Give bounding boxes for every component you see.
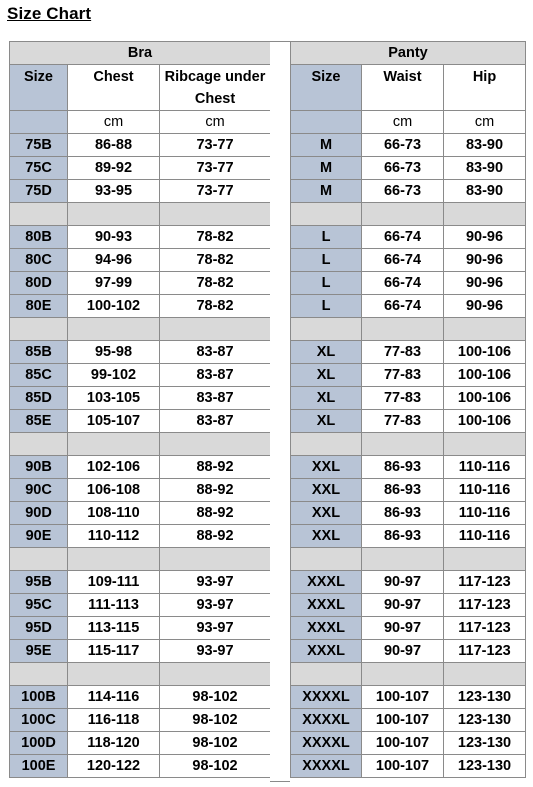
- size-cell: 100D: [10, 732, 68, 755]
- table-row: [291, 341, 526, 364]
- table-row: [291, 387, 526, 410]
- panty-group-label: Panty: [291, 42, 526, 65]
- table-row: [10, 226, 271, 249]
- table-row: [291, 640, 526, 663]
- table-row: [10, 272, 271, 295]
- panty-column-header: Size: [291, 65, 362, 111]
- table-row: [10, 410, 271, 433]
- measurement-cell: 83-87: [160, 387, 271, 410]
- measurement-cell: 90-93: [68, 226, 160, 249]
- table-row: [291, 295, 526, 318]
- panty-separator-cell: [362, 433, 444, 456]
- measurement-cell: 93-97: [160, 640, 271, 663]
- measurement-cell: 93-97: [160, 571, 271, 594]
- table-row: [10, 341, 271, 364]
- table-row: [10, 571, 271, 594]
- size-cell: 85D: [10, 387, 68, 410]
- measurement-cell: 88-92: [160, 479, 271, 502]
- bra-unit-cell: cm: [68, 111, 160, 134]
- measurement-cell: 90-96: [444, 226, 526, 249]
- size-cell: XXXXL: [291, 755, 362, 778]
- table-row: [291, 157, 526, 180]
- table-row: [10, 249, 271, 272]
- table-row: [10, 525, 271, 548]
- measurement-cell: 123-130: [444, 686, 526, 709]
- panty-separator-cell: [291, 663, 362, 686]
- measurement-cell: 93-95: [68, 180, 160, 203]
- table-row: [10, 134, 271, 157]
- measurement-cell: 100-107: [362, 732, 444, 755]
- bra-column-header: Size: [10, 65, 68, 111]
- measurement-cell: 83-90: [444, 157, 526, 180]
- panty-separator-cell: [444, 433, 526, 456]
- measurement-cell: 117-123: [444, 594, 526, 617]
- measurement-cell: 66-74: [362, 295, 444, 318]
- measurement-cell: 113-115: [68, 617, 160, 640]
- measurement-cell: 100-102: [68, 295, 160, 318]
- panty-separator-cell: [362, 203, 444, 226]
- panty-unit-cell: cm: [362, 111, 444, 134]
- measurement-cell: 100-107: [362, 755, 444, 778]
- bra-column-header: Ribcage under Chest: [160, 65, 271, 111]
- measurement-cell: 118-120: [68, 732, 160, 755]
- panty-column-header: Hip: [444, 65, 526, 111]
- size-cell: 90B: [10, 456, 68, 479]
- measurement-cell: 90-97: [362, 594, 444, 617]
- measurement-cell: 83-87: [160, 364, 271, 387]
- bra-group-header-row: [10, 42, 271, 65]
- panty-units-row: [291, 111, 526, 134]
- panty-unit-cell: [291, 111, 362, 134]
- bra-separator-cell: [160, 663, 271, 686]
- measurement-cell: 123-130: [444, 732, 526, 755]
- size-cell: XXXL: [291, 571, 362, 594]
- measurement-cell: 86-93: [362, 502, 444, 525]
- panty-separator-row: [291, 548, 526, 571]
- table-row: [10, 157, 271, 180]
- measurement-cell: 90-96: [444, 249, 526, 272]
- measurement-cell: 66-74: [362, 226, 444, 249]
- measurement-cell: 93-97: [160, 594, 271, 617]
- size-cell: 80C: [10, 249, 68, 272]
- bra-separator-row: [10, 548, 271, 571]
- table-row: [291, 502, 526, 525]
- size-cell: 80D: [10, 272, 68, 295]
- measurement-cell: 106-108: [68, 479, 160, 502]
- measurement-cell: 117-123: [444, 617, 526, 640]
- measurement-cell: 114-116: [68, 686, 160, 709]
- table-row: [10, 387, 271, 410]
- bra-separator-cell: [68, 203, 160, 226]
- table-row: [10, 732, 271, 755]
- size-cell: 95B: [10, 571, 68, 594]
- measurement-cell: 110-116: [444, 525, 526, 548]
- measurement-cell: 90-97: [362, 617, 444, 640]
- panty-separator-cell: [444, 663, 526, 686]
- size-cell: 100C: [10, 709, 68, 732]
- measurement-cell: 94-96: [68, 249, 160, 272]
- table-row: [291, 755, 526, 778]
- measurement-cell: 90-96: [444, 272, 526, 295]
- table-row: [10, 640, 271, 663]
- measurement-cell: 100-107: [362, 709, 444, 732]
- measurement-cell: 99-102: [68, 364, 160, 387]
- measurement-cell: 98-102: [160, 755, 271, 778]
- measurement-cell: 100-106: [444, 410, 526, 433]
- panty-separator-row: [291, 203, 526, 226]
- measurement-cell: 88-92: [160, 456, 271, 479]
- panty-separator-cell: [291, 548, 362, 571]
- bra-separator-cell: [160, 548, 271, 571]
- table-row: [10, 502, 271, 525]
- measurement-cell: 95-98: [68, 341, 160, 364]
- measurement-cell: 111-113: [68, 594, 160, 617]
- panty-separator-cell: [291, 203, 362, 226]
- measurement-cell: 66-74: [362, 272, 444, 295]
- panty-separator-cell: [291, 318, 362, 341]
- table-row: [291, 410, 526, 433]
- size-cell: XL: [291, 364, 362, 387]
- measurement-cell: 83-90: [444, 180, 526, 203]
- size-cell: 80E: [10, 295, 68, 318]
- bra-group-label: Bra: [10, 42, 271, 65]
- bra-separator-row: [10, 433, 271, 456]
- bra-separator-cell: [68, 433, 160, 456]
- size-cell: 90C: [10, 479, 68, 502]
- measurement-cell: 90-97: [362, 571, 444, 594]
- measurement-cell: 98-102: [160, 686, 271, 709]
- size-cell: 95D: [10, 617, 68, 640]
- measurement-cell: 100-106: [444, 341, 526, 364]
- size-cell: 100E: [10, 755, 68, 778]
- bra-column-header: Chest: [68, 65, 160, 111]
- panty-column-header: Waist: [362, 65, 444, 111]
- size-cell: XXXL: [291, 640, 362, 663]
- panty-separator-row: [291, 318, 526, 341]
- size-cell: 95C: [10, 594, 68, 617]
- measurement-cell: 86-93: [362, 479, 444, 502]
- panty-separator-cell: [362, 548, 444, 571]
- measurement-cell: 100-107: [362, 686, 444, 709]
- size-cell: XXXL: [291, 617, 362, 640]
- table-row: [10, 755, 271, 778]
- table-row: [291, 249, 526, 272]
- bra-unit-cell: cm: [160, 111, 271, 134]
- size-cell: 85E: [10, 410, 68, 433]
- measurement-cell: 110-116: [444, 456, 526, 479]
- size-cell: XXL: [291, 456, 362, 479]
- table-row: [291, 479, 526, 502]
- bra-separator-cell: [68, 318, 160, 341]
- size-cell: XXXXL: [291, 732, 362, 755]
- bra-separator-cell: [160, 203, 271, 226]
- measurement-cell: 105-107: [68, 410, 160, 433]
- panty-size-table: [290, 41, 526, 778]
- size-cell: XXL: [291, 502, 362, 525]
- measurement-cell: 77-83: [362, 387, 444, 410]
- size-cell: 75D: [10, 180, 68, 203]
- measurement-cell: 66-73: [362, 157, 444, 180]
- bra-separator-cell: [10, 663, 68, 686]
- table-row: [10, 295, 271, 318]
- table-row: [291, 571, 526, 594]
- table-row: [291, 732, 526, 755]
- measurement-cell: 83-90: [444, 134, 526, 157]
- measurement-cell: 89-92: [68, 157, 160, 180]
- page-title: Size Chart: [7, 4, 92, 23]
- table-row: [291, 226, 526, 249]
- bra-separator-row: [10, 203, 271, 226]
- size-cell: 85B: [10, 341, 68, 364]
- measurement-cell: 77-83: [362, 364, 444, 387]
- measurement-cell: 102-106: [68, 456, 160, 479]
- bra-unit-cell: [10, 111, 68, 134]
- size-cell: XXXXL: [291, 686, 362, 709]
- size-cell: L: [291, 226, 362, 249]
- measurement-cell: 66-73: [362, 180, 444, 203]
- panty-group-header-row: [291, 42, 526, 65]
- measurement-cell: 73-77: [160, 134, 271, 157]
- size-cell: XXL: [291, 479, 362, 502]
- table-row: [10, 456, 271, 479]
- table-row: [10, 180, 271, 203]
- bra-separator-cell: [10, 318, 68, 341]
- measurement-cell: 93-97: [160, 617, 271, 640]
- measurement-cell: 88-92: [160, 525, 271, 548]
- measurement-cell: 83-87: [160, 410, 271, 433]
- table-row: [291, 180, 526, 203]
- table-row: [10, 479, 271, 502]
- size-cell: XXXL: [291, 594, 362, 617]
- measurement-cell: 86-93: [362, 456, 444, 479]
- bra-size-table: [9, 41, 271, 778]
- measurement-cell: 108-110: [68, 502, 160, 525]
- bra-separator-cell: [10, 203, 68, 226]
- panty-separator-row: [291, 433, 526, 456]
- size-cell: 100B: [10, 686, 68, 709]
- table-row: [10, 709, 271, 732]
- panty-unit-cell: cm: [444, 111, 526, 134]
- size-cell: M: [291, 134, 362, 157]
- size-cell: XL: [291, 410, 362, 433]
- table-row: [291, 525, 526, 548]
- size-cell: 90E: [10, 525, 68, 548]
- size-cell: 75B: [10, 134, 68, 157]
- size-cell: L: [291, 249, 362, 272]
- measurement-cell: 73-77: [160, 157, 271, 180]
- measurement-cell: 83-87: [160, 341, 271, 364]
- measurement-cell: 77-83: [362, 341, 444, 364]
- measurement-cell: 66-74: [362, 249, 444, 272]
- bra-separator-row: [10, 318, 271, 341]
- table-row: [291, 134, 526, 157]
- measurement-cell: 103-105: [68, 387, 160, 410]
- size-cell: XL: [291, 387, 362, 410]
- size-cell: M: [291, 180, 362, 203]
- measurement-cell: 78-82: [160, 249, 271, 272]
- size-cell: 85C: [10, 364, 68, 387]
- table-row: [10, 594, 271, 617]
- measurement-cell: 88-92: [160, 502, 271, 525]
- measurement-cell: 77-83: [362, 410, 444, 433]
- measurement-cell: 78-82: [160, 295, 271, 318]
- measurement-cell: 110-116: [444, 479, 526, 502]
- measurement-cell: 90-96: [444, 295, 526, 318]
- measurement-cell: 117-123: [444, 640, 526, 663]
- size-cell: 80B: [10, 226, 68, 249]
- panty-separator-cell: [444, 203, 526, 226]
- size-cell: XXL: [291, 525, 362, 548]
- measurement-cell: 78-82: [160, 272, 271, 295]
- measurement-cell: 115-117: [68, 640, 160, 663]
- measurement-cell: 110-112: [68, 525, 160, 548]
- table-row: [291, 364, 526, 387]
- panty-separator-cell: [362, 663, 444, 686]
- table-gap: [270, 41, 290, 782]
- measurement-cell: 97-99: [68, 272, 160, 295]
- measurement-cell: 120-122: [68, 755, 160, 778]
- table-row: [10, 364, 271, 387]
- size-cell: 90D: [10, 502, 68, 525]
- measurement-cell: 86-93: [362, 525, 444, 548]
- measurement-cell: 123-130: [444, 755, 526, 778]
- table-row: [291, 709, 526, 732]
- size-cell: XXXXL: [291, 709, 362, 732]
- bra-separator-cell: [68, 548, 160, 571]
- table-row: [291, 272, 526, 295]
- table-row: [291, 686, 526, 709]
- measurement-cell: 117-123: [444, 571, 526, 594]
- measurement-cell: 100-106: [444, 387, 526, 410]
- measurement-cell: 116-118: [68, 709, 160, 732]
- measurement-cell: 110-116: [444, 502, 526, 525]
- panty-column-header-row: [291, 65, 526, 111]
- measurement-cell: 109-111: [68, 571, 160, 594]
- size-cell: 95E: [10, 640, 68, 663]
- measurement-cell: 123-130: [444, 709, 526, 732]
- bra-separator-cell: [160, 318, 271, 341]
- bra-separator-row: [10, 663, 271, 686]
- bra-separator-cell: [68, 663, 160, 686]
- measurement-cell: 98-102: [160, 709, 271, 732]
- panty-separator-cell: [444, 548, 526, 571]
- measurement-cell: 86-88: [68, 134, 160, 157]
- table-row: [10, 617, 271, 640]
- table-row: [291, 456, 526, 479]
- measurement-cell: 73-77: [160, 180, 271, 203]
- size-cell: M: [291, 157, 362, 180]
- bra-separator-cell: [10, 548, 68, 571]
- panty-separator-row: [291, 663, 526, 686]
- panty-separator-cell: [291, 433, 362, 456]
- bra-units-row: [10, 111, 271, 134]
- measurement-cell: 98-102: [160, 732, 271, 755]
- measurement-cell: 66-73: [362, 134, 444, 157]
- panty-separator-cell: [362, 318, 444, 341]
- table-row: [291, 594, 526, 617]
- measurement-cell: 78-82: [160, 226, 271, 249]
- table-row: [291, 617, 526, 640]
- bra-separator-cell: [10, 433, 68, 456]
- size-cell: XL: [291, 341, 362, 364]
- table-row: [10, 686, 271, 709]
- size-cell: L: [291, 272, 362, 295]
- measurement-cell: 90-97: [362, 640, 444, 663]
- size-cell: L: [291, 295, 362, 318]
- bra-column-header-row: [10, 65, 271, 111]
- measurement-cell: 100-106: [444, 364, 526, 387]
- panty-separator-cell: [444, 318, 526, 341]
- size-cell: 75C: [10, 157, 68, 180]
- bra-separator-cell: [160, 433, 271, 456]
